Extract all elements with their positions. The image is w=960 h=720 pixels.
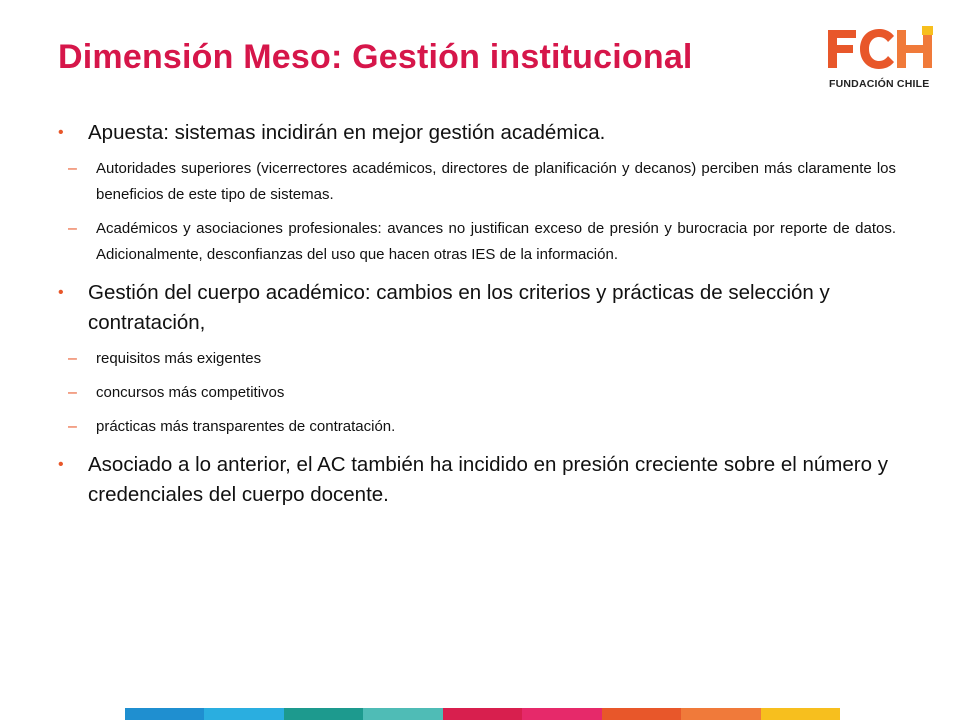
stripe-segment xyxy=(284,708,363,720)
sub-text: requisitos más exigentes xyxy=(96,350,262,367)
sub-list xyxy=(56,156,896,268)
sub-text: prácticas más transparentes de contratación. xyxy=(96,418,396,435)
bullet-text: Apuesta: sistemas incidirán en mejor gestión académica. xyxy=(88,121,606,144)
bullet-text: Gestión del cuerpo académico: cambios en los criterios y prácticas de selección y contratación, xyxy=(88,281,830,334)
stripe-segment xyxy=(681,708,760,720)
stripe-segment xyxy=(204,708,283,720)
dash-icon: – xyxy=(68,160,77,177)
stripe-segment xyxy=(522,708,601,720)
sub-text: Autoridades superiores (vicerrectores académicos, directores de planificación y decanos) perciben más claramente los beneficios de este tipo de sistemas. xyxy=(96,160,896,203)
bullet-icon: • xyxy=(58,456,64,473)
bullet-icon: • xyxy=(58,124,64,141)
dash-icon: – xyxy=(68,350,77,367)
sub-item xyxy=(56,216,896,268)
fundacion-chile-logo xyxy=(826,26,936,92)
dash-icon: – xyxy=(68,384,77,401)
stripe-segment xyxy=(443,708,522,720)
stripe-segment xyxy=(602,708,681,720)
sub-item xyxy=(56,380,896,406)
bullet-text: Asociado a lo anterior, el AC también ha incidido en presión creciente sobre el número y credenciales del cuerpo docente. xyxy=(88,453,888,506)
logo-text: FUNDACIÓN CHILE xyxy=(829,78,930,90)
color-stripe xyxy=(125,708,840,720)
bullet-item xyxy=(56,450,896,510)
fch-logo-icon xyxy=(826,26,936,70)
slide-content xyxy=(56,118,896,518)
bullet-icon: • xyxy=(58,284,64,301)
stripe-segment xyxy=(761,708,840,720)
bullet-item xyxy=(56,278,896,338)
dash-icon: – xyxy=(68,220,77,237)
sub-item xyxy=(56,414,896,440)
stripe-segment xyxy=(363,708,442,720)
sub-item xyxy=(56,156,896,208)
stripe-segment xyxy=(125,708,204,720)
sub-text: Académicos y asociaciones profesionales: avances no justifican exceso de presión y burocracia por reporte de datos. Adicionalmente, desconfianzas del uso que hacen otras IES de la información. xyxy=(96,220,896,263)
sub-list xyxy=(56,346,896,440)
sub-item xyxy=(56,346,896,372)
slide-title: Dimensión Meso: Gestión institucional xyxy=(58,38,693,76)
sub-text: concursos más competitivos xyxy=(96,384,285,401)
dash-icon: – xyxy=(68,418,77,435)
bullet-item xyxy=(56,118,896,148)
